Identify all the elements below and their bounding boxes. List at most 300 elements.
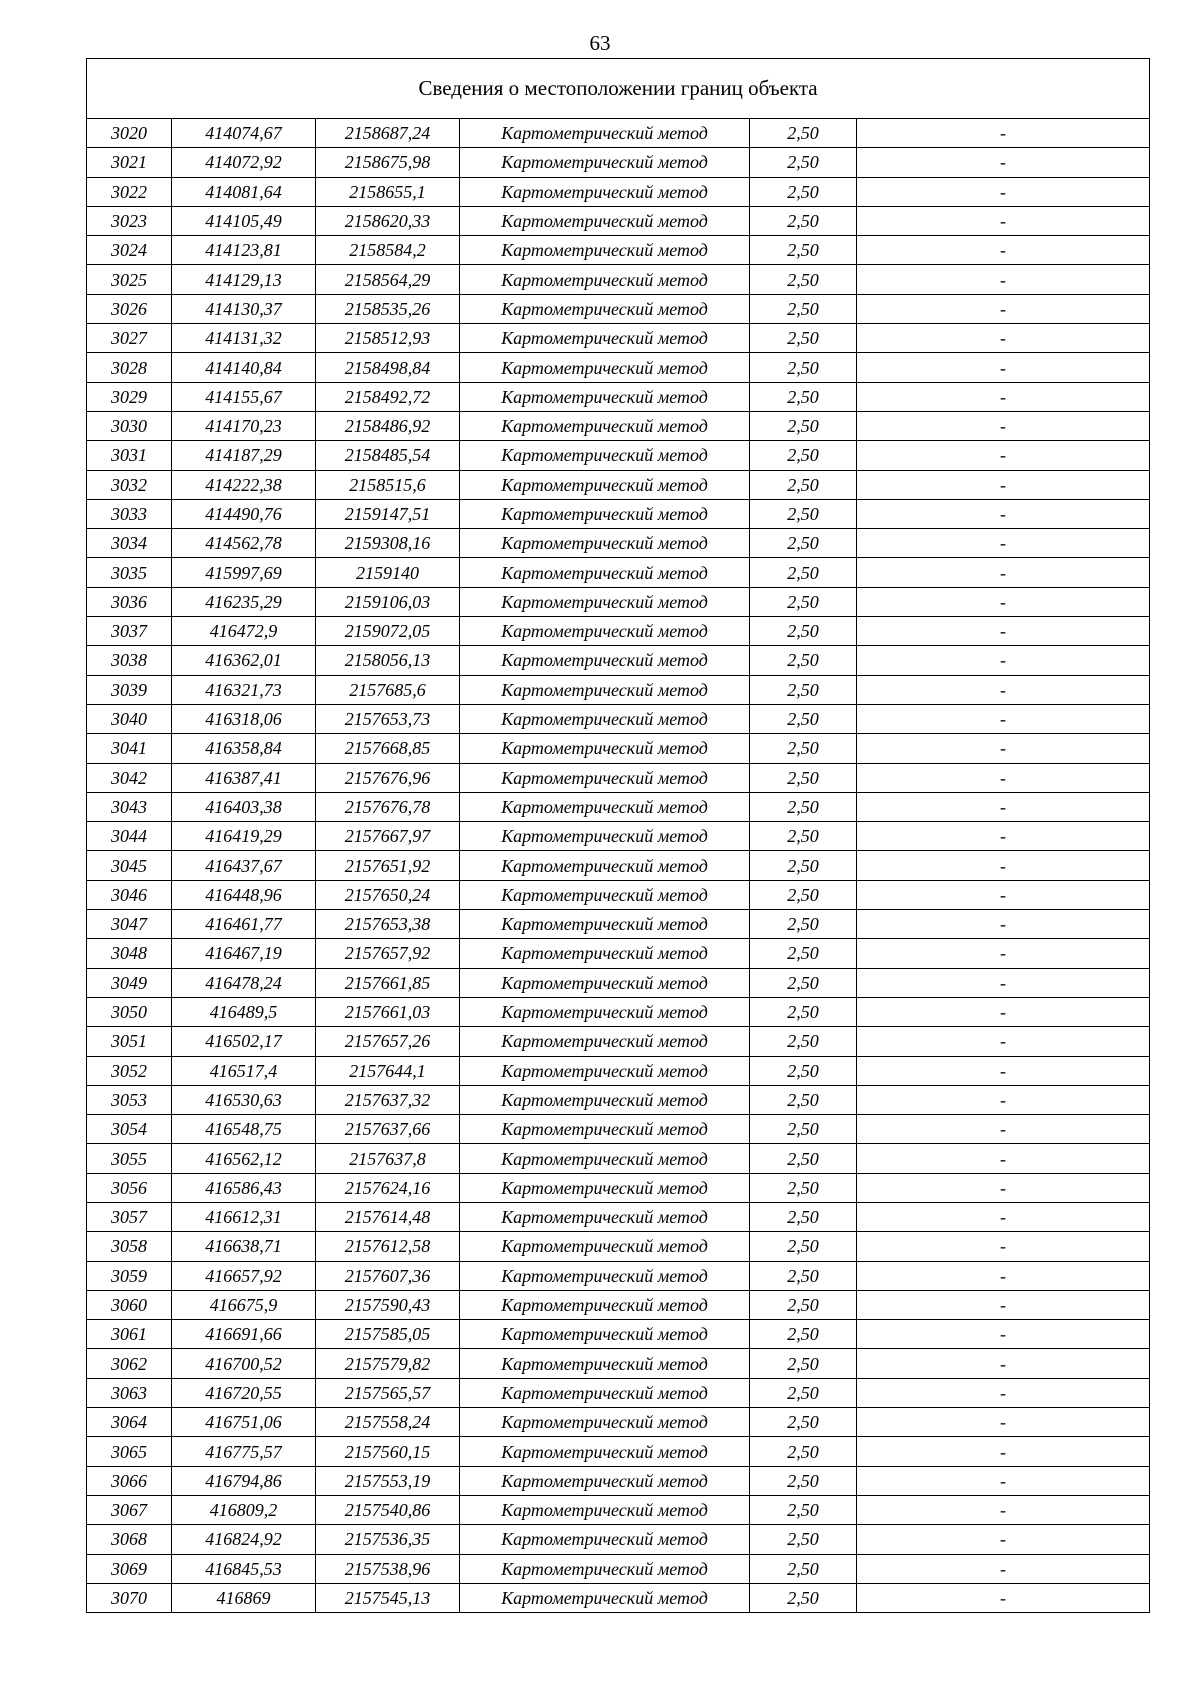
point-number-cell: 3033 <box>87 499 172 528</box>
point-number-cell: 3057 <box>87 1202 172 1231</box>
y-coordinate-cell: 2158492,72 <box>316 382 460 411</box>
y-coordinate-cell: 2157661,03 <box>316 997 460 1026</box>
y-coordinate-cell: 2158564,29 <box>316 265 460 294</box>
accuracy-cell: 2,50 <box>750 1466 857 1495</box>
table-row <box>87 119 1150 148</box>
y-coordinate-cell: 2157651,92 <box>316 851 460 880</box>
accuracy-cell: 2,50 <box>750 119 857 148</box>
y-coordinate-cell: 2157676,78 <box>316 792 460 821</box>
method-cell: Картометрический метод <box>460 206 750 235</box>
point-number-cell: 3059 <box>87 1261 172 1290</box>
table-row <box>87 1115 1150 1144</box>
point-number-cell: 3023 <box>87 206 172 235</box>
description-cell: - <box>857 1525 1150 1554</box>
point-number-cell: 3031 <box>87 441 172 470</box>
x-coordinate-cell: 416794,86 <box>172 1466 316 1495</box>
table-row <box>87 148 1150 177</box>
description-cell: - <box>857 1290 1150 1319</box>
method-cell: Картометрический метод <box>460 910 750 939</box>
point-number-cell: 3044 <box>87 822 172 851</box>
point-number-cell: 3024 <box>87 236 172 265</box>
y-coordinate-cell: 2157667,97 <box>316 822 460 851</box>
y-coordinate-cell: 2157612,58 <box>316 1232 460 1261</box>
table-row <box>87 265 1150 294</box>
x-coordinate-cell: 416657,92 <box>172 1261 316 1290</box>
x-coordinate-cell: 414105,49 <box>172 206 316 235</box>
method-cell: Картометрический метод <box>460 1232 750 1261</box>
point-number-cell: 3051 <box>87 1027 172 1056</box>
boundary-coordinates-table <box>86 58 1150 1613</box>
method-cell: Картометрический метод <box>460 499 750 528</box>
method-cell: Картометрический метод <box>460 470 750 499</box>
description-cell: - <box>857 382 1150 411</box>
method-cell: Картометрический метод <box>460 1115 750 1144</box>
y-coordinate-cell: 2159308,16 <box>316 529 460 558</box>
y-coordinate-cell: 2157560,15 <box>316 1437 460 1466</box>
method-cell: Картометрический метод <box>460 1261 750 1290</box>
description-cell: - <box>857 1495 1150 1524</box>
description-cell: - <box>857 851 1150 880</box>
y-coordinate-cell: 2157553,19 <box>316 1466 460 1495</box>
method-cell: Картометрический метод <box>460 1408 750 1437</box>
point-number-cell: 3030 <box>87 411 172 440</box>
x-coordinate-cell: 414222,38 <box>172 470 316 499</box>
point-number-cell: 3065 <box>87 1437 172 1466</box>
method-cell: Картометрический метод <box>460 1349 750 1378</box>
point-number-cell: 3068 <box>87 1525 172 1554</box>
description-cell: - <box>857 646 1150 675</box>
accuracy-cell: 2,50 <box>750 499 857 528</box>
description-cell: - <box>857 1437 1150 1466</box>
table-row <box>87 1495 1150 1524</box>
x-coordinate-cell: 414123,81 <box>172 236 316 265</box>
point-number-cell: 3035 <box>87 558 172 587</box>
x-coordinate-cell: 416489,5 <box>172 997 316 1026</box>
method-cell: Картометрический метод <box>460 411 750 440</box>
y-coordinate-cell: 2159072,05 <box>316 617 460 646</box>
method-cell: Картометрический метод <box>460 148 750 177</box>
accuracy-cell: 2,50 <box>750 822 857 851</box>
accuracy-cell: 2,50 <box>750 411 857 440</box>
accuracy-cell: 2,50 <box>750 617 857 646</box>
x-coordinate-cell: 416448,96 <box>172 880 316 909</box>
point-number-cell: 3069 <box>87 1554 172 1583</box>
point-number-cell: 3064 <box>87 1408 172 1437</box>
y-coordinate-cell: 2157590,43 <box>316 1290 460 1319</box>
table-row <box>87 236 1150 265</box>
y-coordinate-cell: 2157536,35 <box>316 1525 460 1554</box>
point-number-cell: 3045 <box>87 851 172 880</box>
point-number-cell: 3055 <box>87 1144 172 1173</box>
method-cell: Картометрический метод <box>460 1466 750 1495</box>
method-cell: Картометрический метод <box>460 1437 750 1466</box>
point-number-cell: 3066 <box>87 1466 172 1495</box>
description-cell: - <box>857 353 1150 382</box>
x-coordinate-cell: 414562,78 <box>172 529 316 558</box>
method-cell: Картометрический метод <box>460 704 750 733</box>
x-coordinate-cell: 416321,73 <box>172 675 316 704</box>
table-row <box>87 851 1150 880</box>
accuracy-cell: 2,50 <box>750 734 857 763</box>
description-cell: - <box>857 1408 1150 1437</box>
x-coordinate-cell: 416472,9 <box>172 617 316 646</box>
point-number-cell: 3052 <box>87 1056 172 1085</box>
table-row <box>87 441 1150 470</box>
accuracy-cell: 2,50 <box>750 880 857 909</box>
y-coordinate-cell: 2158485,54 <box>316 441 460 470</box>
table-row <box>87 382 1150 411</box>
description-cell: - <box>857 1115 1150 1144</box>
method-cell: Картометрический метод <box>460 646 750 675</box>
accuracy-cell: 2,50 <box>750 1554 857 1583</box>
description-cell: - <box>857 499 1150 528</box>
accuracy-cell: 2,50 <box>750 997 857 1026</box>
method-cell: Картометрический метод <box>460 382 750 411</box>
method-cell: Картометрический метод <box>460 968 750 997</box>
accuracy-cell: 2,50 <box>750 968 857 997</box>
point-number-cell: 3028 <box>87 353 172 382</box>
description-cell: - <box>857 675 1150 704</box>
x-coordinate-cell: 416586,43 <box>172 1173 316 1202</box>
method-cell: Картометрический метод <box>460 617 750 646</box>
description-cell: - <box>857 587 1150 616</box>
table-row <box>87 880 1150 909</box>
accuracy-cell: 2,50 <box>750 1173 857 1202</box>
point-number-cell: 3062 <box>87 1349 172 1378</box>
method-cell: Картометрический метод <box>460 822 750 851</box>
accuracy-cell: 2,50 <box>750 1232 857 1261</box>
method-cell: Картометрический метод <box>460 119 750 148</box>
method-cell: Картометрический метод <box>460 792 750 821</box>
description-cell: - <box>857 1027 1150 1056</box>
table-row <box>87 177 1150 206</box>
y-coordinate-cell: 2157579,82 <box>316 1349 460 1378</box>
accuracy-cell: 2,50 <box>750 910 857 939</box>
x-coordinate-cell: 416387,41 <box>172 763 316 792</box>
y-coordinate-cell: 2157653,38 <box>316 910 460 939</box>
point-number-cell: 3043 <box>87 792 172 821</box>
table-title: Сведения о местоположении границ объекта <box>87 59 1150 119</box>
description-cell: - <box>857 1202 1150 1231</box>
accuracy-cell: 2,50 <box>750 763 857 792</box>
method-cell: Картометрический метод <box>460 851 750 880</box>
table-row <box>87 1144 1150 1173</box>
x-coordinate-cell: 416869 <box>172 1583 316 1612</box>
accuracy-cell: 2,50 <box>750 1290 857 1319</box>
description-cell: - <box>857 1320 1150 1349</box>
x-coordinate-cell: 416562,12 <box>172 1144 316 1173</box>
accuracy-cell: 2,50 <box>750 1408 857 1437</box>
x-coordinate-cell: 416548,75 <box>172 1115 316 1144</box>
description-cell: - <box>857 734 1150 763</box>
table-row <box>87 1554 1150 1583</box>
y-coordinate-cell: 2158620,33 <box>316 206 460 235</box>
x-coordinate-cell: 414129,13 <box>172 265 316 294</box>
accuracy-cell: 2,50 <box>750 1378 857 1407</box>
point-number-cell: 3038 <box>87 646 172 675</box>
table-row <box>87 529 1150 558</box>
table-row <box>87 792 1150 821</box>
x-coordinate-cell: 414131,32 <box>172 324 316 353</box>
description-cell: - <box>857 968 1150 997</box>
description-cell: - <box>857 236 1150 265</box>
description-cell: - <box>857 1232 1150 1261</box>
accuracy-cell: 2,50 <box>750 148 857 177</box>
table-row <box>87 1349 1150 1378</box>
method-cell: Картометрический метод <box>460 1202 750 1231</box>
point-number-cell: 3056 <box>87 1173 172 1202</box>
x-coordinate-cell: 416467,19 <box>172 939 316 968</box>
description-cell: - <box>857 1349 1150 1378</box>
table-row <box>87 1378 1150 1407</box>
y-coordinate-cell: 2157565,57 <box>316 1378 460 1407</box>
accuracy-cell: 2,50 <box>750 206 857 235</box>
x-coordinate-cell: 416358,84 <box>172 734 316 763</box>
description-cell: - <box>857 206 1150 235</box>
x-coordinate-cell: 414490,76 <box>172 499 316 528</box>
x-coordinate-cell: 416419,29 <box>172 822 316 851</box>
table-row <box>87 1437 1150 1466</box>
x-coordinate-cell: 416809,2 <box>172 1495 316 1524</box>
table-row <box>87 1261 1150 1290</box>
x-coordinate-cell: 416478,24 <box>172 968 316 997</box>
point-number-cell: 3025 <box>87 265 172 294</box>
description-cell: - <box>857 177 1150 206</box>
method-cell: Картометрический метод <box>460 1495 750 1524</box>
point-number-cell: 3047 <box>87 910 172 939</box>
y-coordinate-cell: 2158515,6 <box>316 470 460 499</box>
description-cell: - <box>857 1085 1150 1114</box>
accuracy-cell: 2,50 <box>750 1115 857 1144</box>
point-number-cell: 3070 <box>87 1583 172 1612</box>
y-coordinate-cell: 2157653,73 <box>316 704 460 733</box>
x-coordinate-cell: 416437,67 <box>172 851 316 880</box>
point-number-cell: 3054 <box>87 1115 172 1144</box>
method-cell: Картометрический метод <box>460 1144 750 1173</box>
y-coordinate-cell: 2157585,05 <box>316 1320 460 1349</box>
accuracy-cell: 2,50 <box>750 382 857 411</box>
table-row <box>87 617 1150 646</box>
accuracy-cell: 2,50 <box>750 704 857 733</box>
method-cell: Картометрический метод <box>460 177 750 206</box>
accuracy-cell: 2,50 <box>750 441 857 470</box>
x-coordinate-cell: 416675,9 <box>172 1290 316 1319</box>
point-number-cell: 3050 <box>87 997 172 1026</box>
table-row <box>87 763 1150 792</box>
table-row <box>87 1525 1150 1554</box>
method-cell: Картометрический метод <box>460 997 750 1026</box>
x-coordinate-cell: 416461,77 <box>172 910 316 939</box>
y-coordinate-cell: 2157650,24 <box>316 880 460 909</box>
table-row <box>87 324 1150 353</box>
description-cell: - <box>857 470 1150 499</box>
table-row <box>87 822 1150 851</box>
y-coordinate-cell: 2157558,24 <box>316 1408 460 1437</box>
description-cell: - <box>857 792 1150 821</box>
accuracy-cell: 2,50 <box>750 324 857 353</box>
y-coordinate-cell: 2157540,86 <box>316 1495 460 1524</box>
x-coordinate-cell: 414130,37 <box>172 294 316 323</box>
y-coordinate-cell: 2157607,36 <box>316 1261 460 1290</box>
accuracy-cell: 2,50 <box>750 1495 857 1524</box>
y-coordinate-cell: 2157685,6 <box>316 675 460 704</box>
y-coordinate-cell: 2159140 <box>316 558 460 587</box>
method-cell: Картометрический метод <box>460 529 750 558</box>
description-cell: - <box>857 558 1150 587</box>
point-number-cell: 3046 <box>87 880 172 909</box>
x-coordinate-cell: 414170,23 <box>172 411 316 440</box>
accuracy-cell: 2,50 <box>750 1202 857 1231</box>
description-cell: - <box>857 529 1150 558</box>
description-cell: - <box>857 1173 1150 1202</box>
description-cell: - <box>857 617 1150 646</box>
accuracy-cell: 2,50 <box>750 1320 857 1349</box>
table-row <box>87 734 1150 763</box>
table-row <box>87 587 1150 616</box>
table-row <box>87 1056 1150 1085</box>
description-cell: - <box>857 148 1150 177</box>
accuracy-cell: 2,50 <box>750 177 857 206</box>
x-coordinate-cell: 416824,92 <box>172 1525 316 1554</box>
table-caption-row <box>87 59 1150 119</box>
method-cell: Картометрический метод <box>460 1554 750 1583</box>
y-coordinate-cell: 2157538,96 <box>316 1554 460 1583</box>
y-coordinate-cell: 2157614,48 <box>316 1202 460 1231</box>
method-cell: Картометрический метод <box>460 353 750 382</box>
method-cell: Картометрический метод <box>460 236 750 265</box>
accuracy-cell: 2,50 <box>750 851 857 880</box>
method-cell: Картометрический метод <box>460 441 750 470</box>
x-coordinate-cell: 416775,57 <box>172 1437 316 1466</box>
table-row <box>87 1232 1150 1261</box>
y-coordinate-cell: 2158056,13 <box>316 646 460 675</box>
point-number-cell: 3060 <box>87 1290 172 1319</box>
point-number-cell: 3034 <box>87 529 172 558</box>
x-coordinate-cell: 414081,64 <box>172 177 316 206</box>
y-coordinate-cell: 2157657,92 <box>316 939 460 968</box>
table-row <box>87 499 1150 528</box>
description-cell: - <box>857 294 1150 323</box>
y-coordinate-cell: 2158535,26 <box>316 294 460 323</box>
table-row <box>87 939 1150 968</box>
table-row <box>87 910 1150 939</box>
point-number-cell: 3021 <box>87 148 172 177</box>
x-coordinate-cell: 416638,71 <box>172 1232 316 1261</box>
y-coordinate-cell: 2157668,85 <box>316 734 460 763</box>
description-cell: - <box>857 939 1150 968</box>
method-cell: Картометрический метод <box>460 1290 750 1319</box>
accuracy-cell: 2,50 <box>750 1027 857 1056</box>
y-coordinate-cell: 2158655,1 <box>316 177 460 206</box>
table-row <box>87 1408 1150 1437</box>
point-number-cell: 3063 <box>87 1378 172 1407</box>
y-coordinate-cell: 2157624,16 <box>316 1173 460 1202</box>
y-coordinate-cell: 2159147,51 <box>316 499 460 528</box>
description-cell: - <box>857 119 1150 148</box>
table-row <box>87 1202 1150 1231</box>
x-coordinate-cell: 415997,69 <box>172 558 316 587</box>
table-row <box>87 470 1150 499</box>
method-cell: Картометрический метод <box>460 763 750 792</box>
accuracy-cell: 2,50 <box>750 1525 857 1554</box>
point-number-cell: 3026 <box>87 294 172 323</box>
table-row <box>87 1466 1150 1495</box>
y-coordinate-cell: 2157676,96 <box>316 763 460 792</box>
method-cell: Картометрический метод <box>460 1583 750 1612</box>
accuracy-cell: 2,50 <box>750 939 857 968</box>
accuracy-cell: 2,50 <box>750 1437 857 1466</box>
x-coordinate-cell: 416700,52 <box>172 1349 316 1378</box>
method-cell: Картометрический метод <box>460 294 750 323</box>
description-cell: - <box>857 441 1150 470</box>
x-coordinate-cell: 414155,67 <box>172 382 316 411</box>
accuracy-cell: 2,50 <box>750 675 857 704</box>
method-cell: Картометрический метод <box>460 1320 750 1349</box>
point-number-cell: 3049 <box>87 968 172 997</box>
y-coordinate-cell: 2158512,93 <box>316 324 460 353</box>
x-coordinate-cell: 416530,63 <box>172 1085 316 1114</box>
point-number-cell: 3041 <box>87 734 172 763</box>
y-coordinate-cell: 2158687,24 <box>316 119 460 148</box>
description-cell: - <box>857 1554 1150 1583</box>
description-cell: - <box>857 822 1150 851</box>
table-row <box>87 353 1150 382</box>
table-row <box>87 704 1150 733</box>
point-number-cell: 3061 <box>87 1320 172 1349</box>
description-cell: - <box>857 265 1150 294</box>
description-cell: - <box>857 1583 1150 1612</box>
table-row <box>87 968 1150 997</box>
accuracy-cell: 2,50 <box>750 587 857 616</box>
table-row <box>87 294 1150 323</box>
point-number-cell: 3032 <box>87 470 172 499</box>
x-coordinate-cell: 416691,66 <box>172 1320 316 1349</box>
point-number-cell: 3042 <box>87 763 172 792</box>
accuracy-cell: 2,50 <box>750 529 857 558</box>
x-coordinate-cell: 414187,29 <box>172 441 316 470</box>
point-number-cell: 3036 <box>87 587 172 616</box>
description-cell: - <box>857 1261 1150 1290</box>
accuracy-cell: 2,50 <box>750 558 857 587</box>
y-coordinate-cell: 2157661,85 <box>316 968 460 997</box>
point-number-cell: 3058 <box>87 1232 172 1261</box>
point-number-cell: 3029 <box>87 382 172 411</box>
y-coordinate-cell: 2158675,98 <box>316 148 460 177</box>
accuracy-cell: 2,50 <box>750 1144 857 1173</box>
page-number: 63 <box>589 31 611 55</box>
method-cell: Картометрический метод <box>460 1525 750 1554</box>
description-cell: - <box>857 997 1150 1026</box>
method-cell: Картометрический метод <box>460 587 750 616</box>
table-row <box>87 1290 1150 1319</box>
y-coordinate-cell: 2157545,13 <box>316 1583 460 1612</box>
table-row <box>87 1173 1150 1202</box>
description-cell: - <box>857 1466 1150 1495</box>
x-coordinate-cell: 414072,92 <box>172 148 316 177</box>
description-cell: - <box>857 880 1150 909</box>
description-cell: - <box>857 704 1150 733</box>
table-row <box>87 675 1150 704</box>
point-number-cell: 3039 <box>87 675 172 704</box>
method-cell: Картометрический метод <box>460 734 750 763</box>
accuracy-cell: 2,50 <box>750 1349 857 1378</box>
accuracy-cell: 2,50 <box>750 294 857 323</box>
description-cell: - <box>857 763 1150 792</box>
point-number-cell: 3053 <box>87 1085 172 1114</box>
accuracy-cell: 2,50 <box>750 792 857 821</box>
table-row <box>87 1085 1150 1114</box>
y-coordinate-cell: 2157657,26 <box>316 1027 460 1056</box>
